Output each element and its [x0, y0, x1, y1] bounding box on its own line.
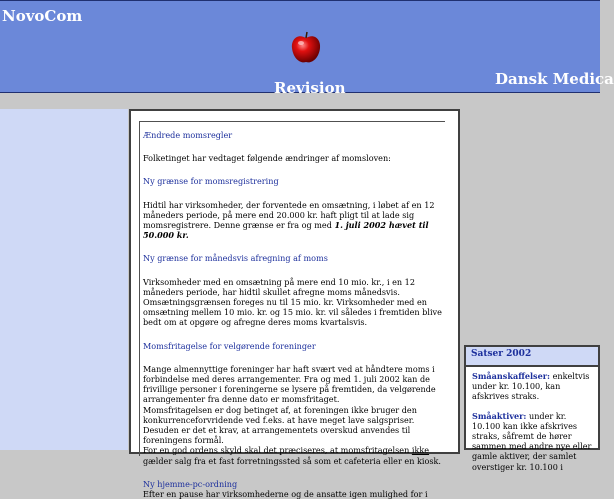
left-sidebar: [0, 109, 128, 450]
section-heading-registration: Ny grænse for momsregistrering: [143, 176, 279, 187]
section-heading-homepc: Ny hjemme-pc-ordning: [143, 478, 238, 489]
section-heading-charity: Momsfritagelse for velgørende foreninger: [143, 340, 316, 351]
rates-body: [466, 367, 598, 472]
registration-text: Hidtil har virksomheder, der forventede en omsætning, i løbet af en 12 måneders periode, på mere end 20.000 kr. haft pligt til at lade sig momsregistrere. Denne grænse er fra og med: [143, 199, 435, 231]
rate-label: Småaktiver:: [472, 410, 527, 421]
section-text-monthly: Virksomheder med en omsætning på mere end 10 mio. kr., i en 12 måneders periode, har hidtil skullet afregne moms månedsvis. Omsætningsgrænsen foreges nu til 15 mio. kr. Virksomheder med en omsætning mellem 10 mio. kr. og 15 mio. kr. vil således i fremtiden blive bedt om at opgøre og afregne deres moms kvartalsvis.: [143, 276, 442, 328]
section-title[interactable]: Revision: [274, 79, 346, 97]
rate-item: [472, 411, 593, 472]
registration-emphasis: 1. juli 2002 hævet til 50.000 kr.: [143, 220, 429, 241]
section-text-homepc: Efter en pause har virksomhederne og de ansatte igen mulighed for i: [143, 489, 428, 499]
section-text-charity-2: Momsfritagelsen er dog betinget af, at foreningen ikke bruger den konkurrenceforvridende ved f.eks. at have meget lave salgspriser. Desuden er det et krav, at arrangementets overskud anvendes til foreningens formål.: [143, 404, 417, 446]
article-frame: [129, 109, 460, 499]
section-text-charity-1: Mange almennyttige foreninger har haft svært ved at håndtere moms i forbindelse med deres arrangementer. Fra og med 1. juli 2002 kan de frivillige personer i foreningerne se lysere på fremtiden, da velgørende arrangementer fra denne dato er momsfritaget.: [143, 363, 436, 405]
red-apple-icon[interactable]: [290, 31, 322, 65]
charity-text-a: For en god ordens skyld skal det præciseres, at momsfritagelsen: [143, 445, 412, 456]
charity-text-not: ikke: [411, 445, 430, 456]
rate-item: [472, 371, 593, 402]
site-header: [0, 0, 614, 97]
rates-title: Satser 2002: [466, 347, 598, 367]
article-heading: Ændrede momsregler: [143, 130, 233, 140]
company-logo-text[interactable]: NovoCom: [2, 7, 83, 25]
section-text-charity-3: [143, 445, 445, 465]
article-content: [139, 121, 445, 499]
rate-text: under kr. 10.100 kan ikke afskrives straks, såfremt de hører sammen med andre nye eller gamle aktiver, der samlet overstiger kr. 10.100 i: [472, 410, 592, 472]
charity-text-b: gælder salg fra et fast forretningssted så som et cafeteria eller en kiosk.: [143, 455, 441, 466]
rate-text: enkeltvis under kr. 10.100, kan afskrives straks.: [472, 371, 590, 402]
section-heading-monthly: Ny grænse for månedsvis afregning af moms: [143, 253, 328, 264]
section-text-registration: [143, 200, 445, 241]
rate-label: Småanskaffelser:: [472, 371, 551, 381]
article-intro: Folketinget har vedtaget følgende ændringer af momsloven:: [143, 153, 391, 164]
rates-panel: [464, 345, 600, 472]
brand-title[interactable]: Dansk Medica: [495, 70, 614, 88]
